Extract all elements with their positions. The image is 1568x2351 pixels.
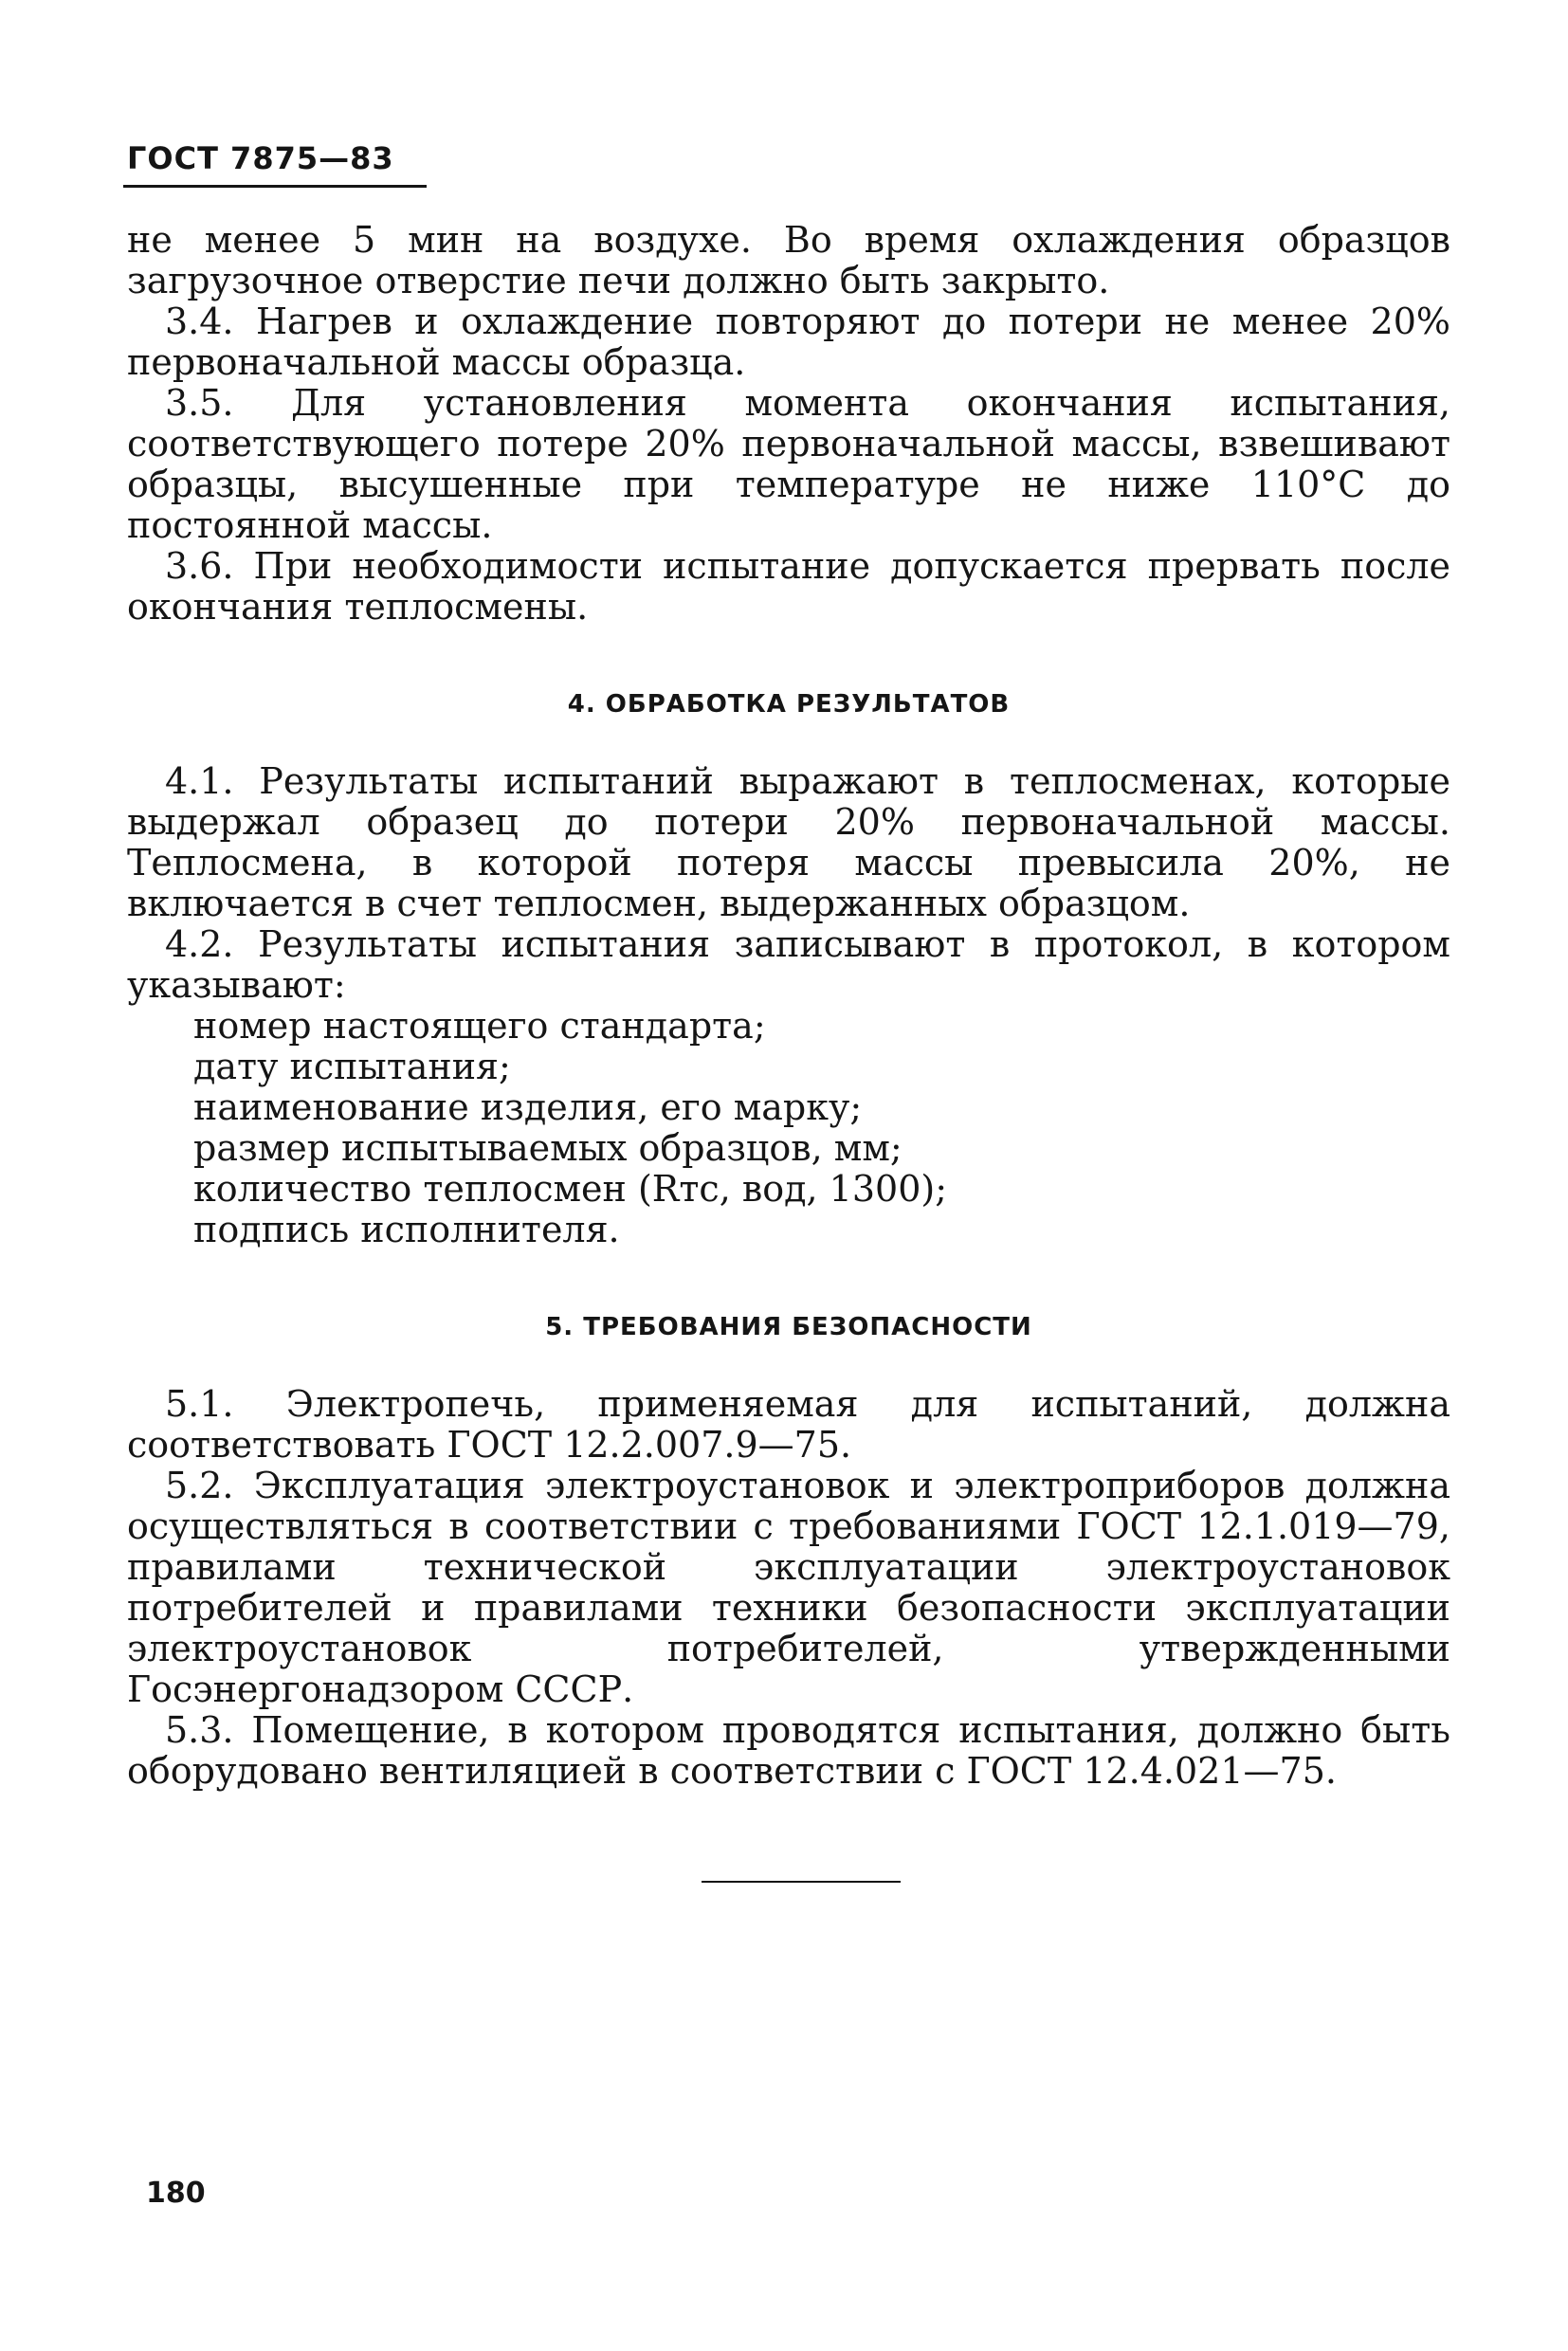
header-divider: [123, 185, 427, 188]
list-item: дату испытания;: [193, 1046, 511, 1087]
protocol-items-list: [127, 1006, 1450, 1250]
section-spacer: [127, 1250, 1450, 1307]
section-spacer: [127, 725, 1450, 761]
paragraph-4-1: 4.1. Результаты испытаний выражают в теплосменах, которые выдержал образец до потери 20% первоначальной массы. Теплосмена, в которой потеря массы превысила 20%, не включается в счет теплосмен, выдержанных образцом.: [127, 760, 1450, 924]
section-5-heading: 5. ТРЕБОВАНИЯ БЕЗОПАСНОСТИ: [545, 1313, 1032, 1341]
paragraph-continued: не менее 5 мин на воздухе. Во время охлаждения образцов загрузочное отверстие печи должно быть закрыто.: [127, 219, 1450, 301]
list-item: размер испытываемых образцов, мм;: [193, 1127, 903, 1169]
list-item: количество теплосмен (Rтс, вод, 1300);: [193, 1168, 948, 1210]
end-divider: [702, 1881, 901, 1883]
list-item: номер настоящего стандарта;: [193, 1005, 766, 1047]
page-number: 180: [146, 2177, 206, 2210]
section-spacer: [127, 1348, 1450, 1384]
document-header: ГОСТ 7875—83: [127, 140, 394, 176]
paragraph-3-4: 3.4. Нагрев и охлаждение повторяют до потери не менее 20% первоначальной массы образца.: [127, 301, 1450, 383]
section-4-heading: 4. ОБРАБОТКА РЕЗУЛЬТАТОВ: [567, 690, 1011, 719]
document-body: [127, 220, 1450, 1792]
paragraph-5-1: 5.1. Электропечь, применяемая для испытаний, должна соответствовать ГОСТ 12.2.007.9—75.: [127, 1383, 1450, 1466]
paragraph-5-2: 5.2. Эксплуатация электроустановок и электроприборов должна осуществляться в соответствии с требованиями ГОСТ 12.1.019—79, правилами технической эксплуатации электроустановок потребителей и правилами техники безопасности эксплуатации электроустановок потребителей, утвержденными Госэнергонадзором СССР.: [127, 1465, 1450, 1710]
paragraph-3-5: 3.5. Для установления момента окончания испытания, соответствующего потере 20% первоначальной массы, взвешивают образцы, высушенные при температуре не ниже 110°С до постоянной массы.: [127, 382, 1450, 546]
list-item: наименование изделия, его марку;: [193, 1086, 863, 1128]
list-item: подпись исполнителя.: [193, 1209, 620, 1250]
paragraph-4-2: 4.2. Результаты испытания записывают в протокол, в котором указывают:: [127, 923, 1450, 1006]
section-spacer: [127, 628, 1450, 684]
paragraph-5-3: 5.3. Помещение, в котором проводятся испытания, должно быть оборудовано вентиляцией в соответствии с ГОСТ 12.4.021—75.: [127, 1709, 1450, 1792]
paragraph-3-6: 3.6. При необходимости испытание допускается прервать после окончания теплосмены.: [127, 545, 1450, 628]
